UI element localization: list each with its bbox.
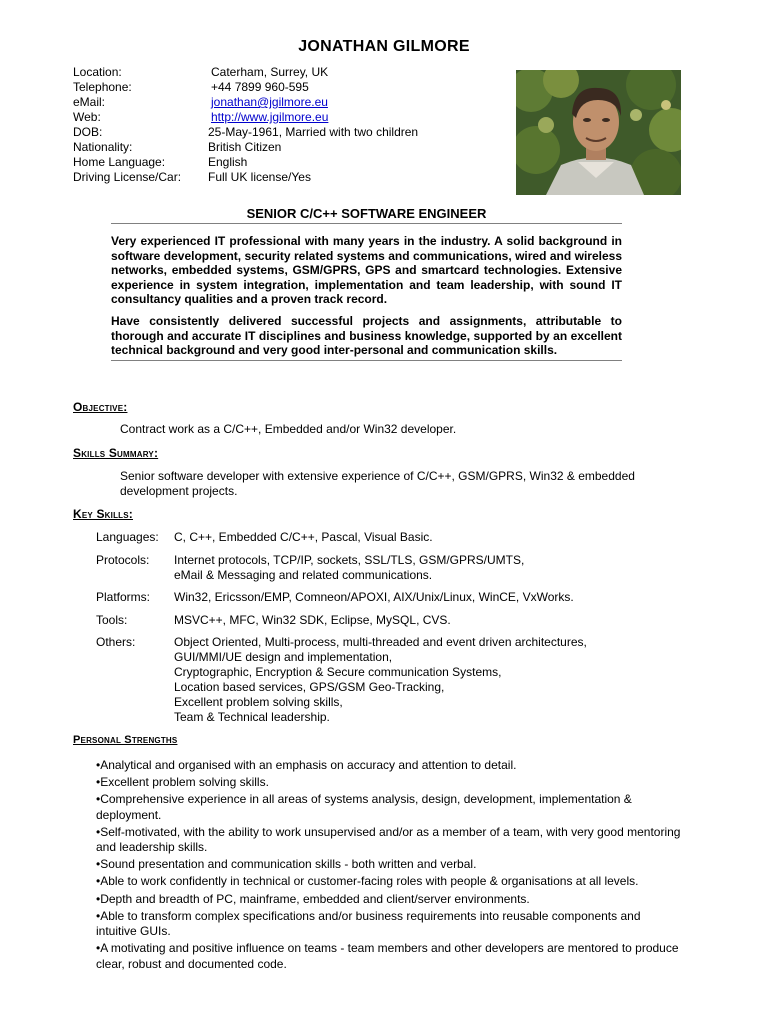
skill-row-tools (96, 613, 674, 628)
skills-summary-heading: Skills Summary: (73, 446, 159, 460)
skill-value (174, 590, 674, 605)
skills-summary-text: Senior software developer with extensive experience of C/C++, GSM/GPRS, Win32 & embedded development projects. (120, 469, 635, 498)
email-link[interactable]: jonathan@jgilmore.eu (211, 95, 328, 109)
skill-value (174, 613, 674, 628)
detail-value: English (208, 155, 248, 169)
detail-label: Driving License/Car: (73, 170, 182, 184)
candidate-name: JONATHAN GILMORE (298, 38, 470, 55)
strength-item: •Able to work confidently in technical or customer-facing roles with people & organisations at all levels. (96, 874, 639, 889)
skill-key: Platforms: (96, 590, 151, 604)
strengths-list (96, 758, 682, 974)
skill-line: Internet protocols, TCP/IP, sockets, SSL/TLS, GSM/GPRS/UMTS, (174, 553, 525, 567)
skill-key: Languages: (96, 530, 159, 544)
skill-line: Team & Technical leadership. (174, 710, 330, 724)
detail-label: Nationality: (73, 140, 133, 154)
web-link[interactable]: http://www.jgilmore.eu (211, 110, 329, 124)
detail-value: British Citizen (208, 140, 282, 154)
skill-line: Excellent problem solving skills, (174, 695, 343, 709)
profile-photo (516, 70, 681, 195)
detail-label: eMail: (73, 95, 106, 109)
strength-item: •Self-motivated, with the ability to work unsupervised and/or as a member of a team, with very good mentoring and leadership skills. (96, 824, 681, 855)
strength-item: •Comprehensive experience in all areas of systems analysis, design, development, implementation & deployment. (96, 792, 632, 822)
objective-heading: Objective: (73, 400, 128, 414)
detail-value: 25-May-1961, Married with two children (208, 125, 419, 139)
skill-key: Tools: (96, 613, 128, 627)
detail-value: +44 7899 960-595 (211, 80, 309, 94)
skill-line: Object Oriented, Multi-process, multi-threaded and event driven architectures, (174, 635, 587, 649)
job-title: SENIOR C/C++ SOFTWARE ENGINEER (111, 206, 622, 224)
skill-line: C, C++, Embedded C/C++, Pascal, Visual Basic. (174, 530, 433, 544)
detail-label: Location: (73, 65, 122, 79)
skill-value (174, 635, 674, 725)
skill-line: Cryptographic, Encryption & Secure communication Systems, (174, 665, 502, 679)
summary-paragraph: Very experienced IT professional with many years in the industry. A solid background in software development, security related systems and communications, wired and wireless networks, embedded systems, GSM/GPRS, GPS and smartcard technologies. Extensive experience in system integration, implementation and team leadership, with sound IT consultancy qualities and a proven track record. (111, 234, 622, 307)
skill-line: Win32, Ericsson/EMP, Comneon/APOXI, AIX/Unix/Linux, WinCE, VxWorks. (174, 590, 574, 604)
skill-line: eMail & Messaging and related communications. (174, 568, 433, 582)
detail-label: DOB: (73, 125, 103, 139)
skill-line: MSVC++, MFC, Win32 SDK, Eclipse, MySQL, CVS. (174, 613, 451, 627)
strength-item: •A motivating and positive influence on teams - team members and other developers are mentored to produce clear, robust and documented code. (96, 941, 679, 971)
skill-value (174, 530, 674, 545)
skill-key: Others: (96, 635, 136, 649)
detail-label: Telephone: (73, 80, 132, 94)
skill-line: GUI/MMI/UE design and implementation, (174, 650, 393, 664)
skill-row-protocols (96, 553, 674, 583)
key-skills-heading: Key Skills: (73, 507, 133, 521)
personal-strengths-heading: Personal Strengths (73, 734, 178, 746)
skill-key: Protocols: (96, 553, 150, 567)
strength-item: •Analytical and organised with an emphasis on accuracy and attention to detail. (96, 758, 517, 772)
objective-text: Contract work as a C/C++, Embedded and/or Win32 developer. (120, 422, 457, 436)
detail-value: Caterham, Surrey, UK (211, 65, 329, 79)
detail-value: Full UK license/Yes (208, 170, 311, 184)
profile-summary (111, 234, 622, 361)
skill-row-platforms (96, 590, 674, 605)
strength-item: •Able to transform complex specifications and/or business requirements into reusable components and intuitive GUIs. (96, 908, 641, 939)
detail-label: Home Language: (73, 155, 166, 169)
strength-item: •Sound presentation and communication skills - both written and verbal. (96, 857, 477, 872)
skill-row-others (96, 635, 674, 725)
detail-label: Web: (73, 110, 101, 124)
strength-item: •Depth and breadth of PC, mainframe, embedded and client/server environments. (96, 891, 530, 906)
skill-value (174, 553, 674, 583)
skill-row-languages (96, 530, 674, 545)
summary-paragraph: Have consistently delivered successful projects and assignments, attributable to thorough and accurate IT disciplines and business knowledge, supported by an excellent technical background and very good inter-personal and communication skills. (111, 313, 622, 358)
strength-item: •Excellent problem solving skills. (96, 775, 269, 790)
skill-line: Location based services, GPS/GSM Geo-Tracking, (174, 680, 445, 694)
